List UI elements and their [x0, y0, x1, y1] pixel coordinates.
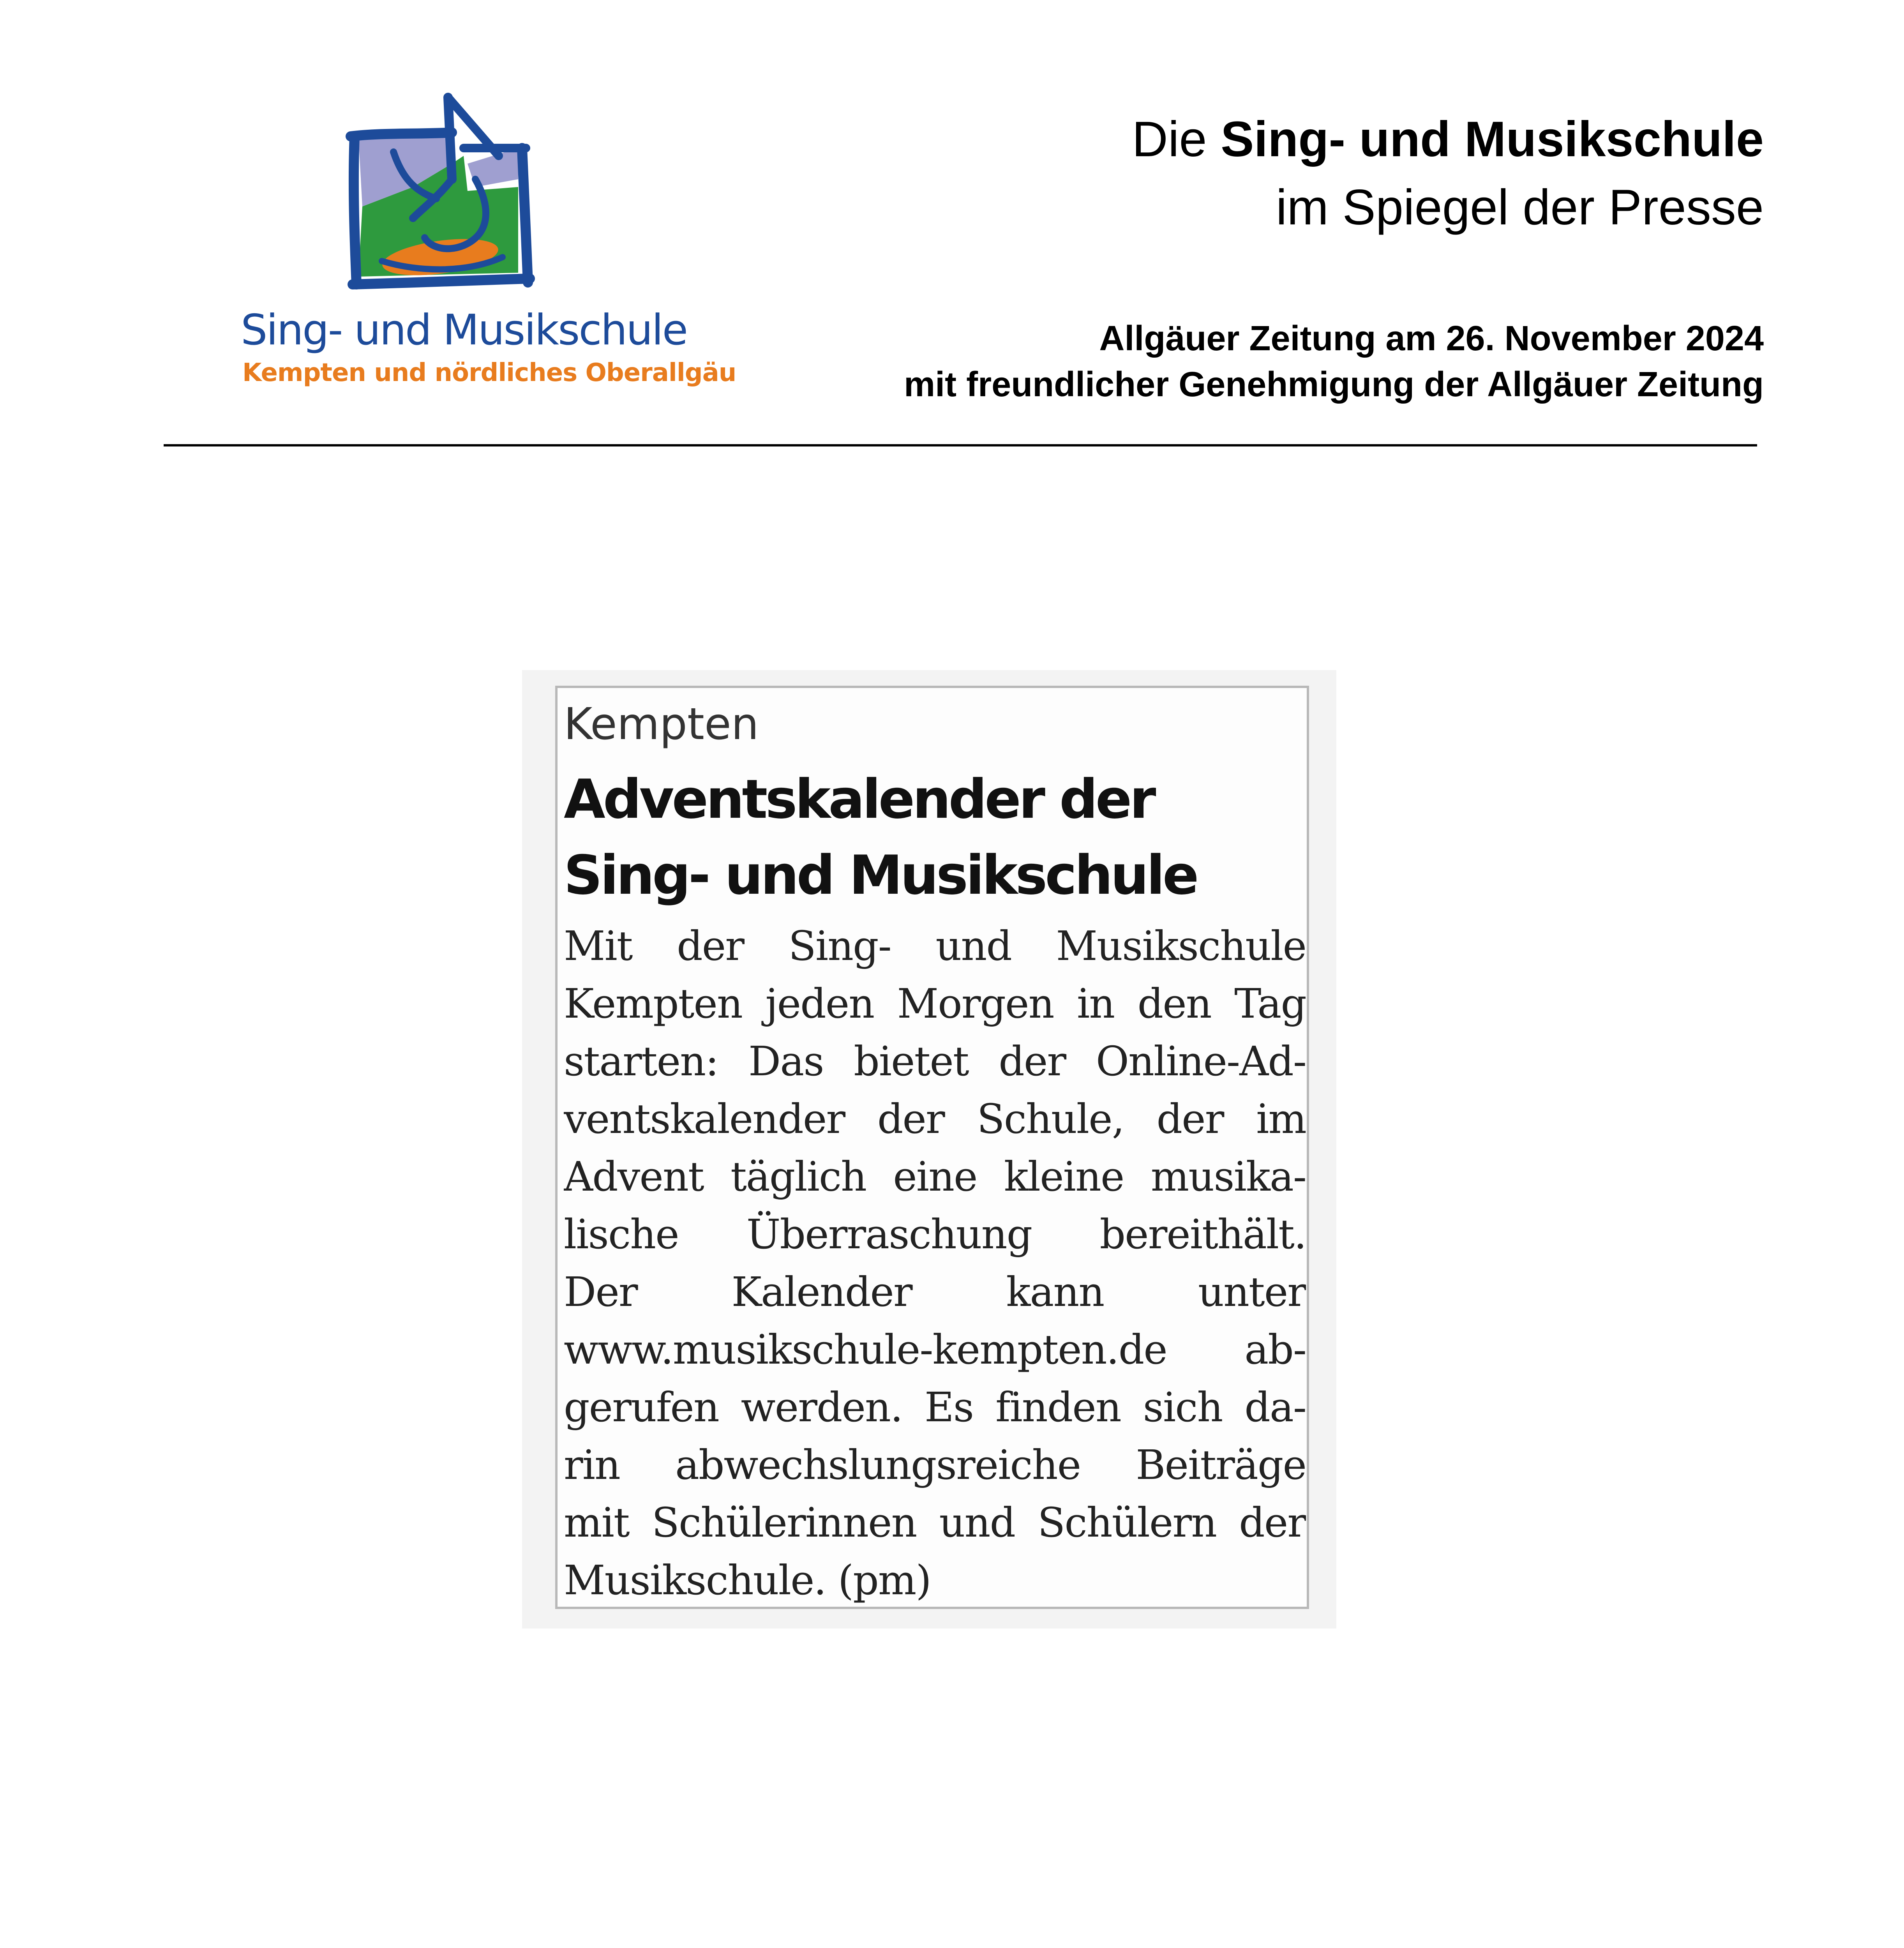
logo-school-name: Sing- und Musikschule — [241, 306, 687, 355]
header-divider — [164, 444, 1757, 446]
article-kicker: Kempten — [564, 699, 759, 750]
article-body-line: Mit der Sing- und Musikschule — [564, 922, 1306, 970]
article-body-line: Advent täglich eine kleine musika- — [564, 1153, 1306, 1200]
article-body-line: rin abwechslungsreiche Beiträge — [564, 1441, 1306, 1489]
article-headline — [564, 761, 1304, 913]
page-title — [904, 105, 1764, 173]
document-header — [904, 105, 1764, 408]
newspaper-clipping — [522, 670, 1336, 1629]
logo-school-subtitle: Kempten und nördliches Oberallgäu — [242, 358, 736, 387]
article-body-line: Der Kalender kann unter — [564, 1268, 1306, 1316]
article-body-line: gerufen werden. Es finden sich da- — [564, 1383, 1306, 1431]
article-body-line: lische Überraschung bereithält. — [564, 1210, 1306, 1258]
article-body-line: Kempten jeden Morgen in den Tag — [564, 980, 1306, 1027]
article-headline-line: Adventskalender der — [564, 768, 1154, 831]
source-newspaper-date: Allgäuer Zeitung am 26. November 2024 — [1099, 319, 1764, 358]
page-subtitle: im Spiegel der Presse — [1276, 180, 1764, 235]
article-body-line: ventskalender der Schule, der im — [564, 1095, 1306, 1143]
article-body — [564, 917, 1304, 1609]
article-body-line: starten: Das bietet der Online-Ad- — [564, 1038, 1306, 1085]
title-prefix: Die — [1132, 111, 1221, 167]
clipping-frame — [555, 686, 1309, 1609]
title-bold: Sing- und Musikschule — [1221, 111, 1764, 167]
article-headline-line: Sing- und Musikschule — [564, 844, 1197, 907]
article-body-line: Musikschule. (pm) — [564, 1556, 931, 1604]
school-logo — [218, 90, 736, 401]
article-body-line: www.musikschule-kempten.de ab- — [564, 1326, 1306, 1373]
music-school-emblem-icon — [335, 90, 584, 308]
article-body-line: mit Schülerinnen und Schülern der — [564, 1499, 1306, 1546]
source-permission-note: mit freundlicher Genehmigung der Allgäuer Zeitung — [904, 365, 1764, 404]
